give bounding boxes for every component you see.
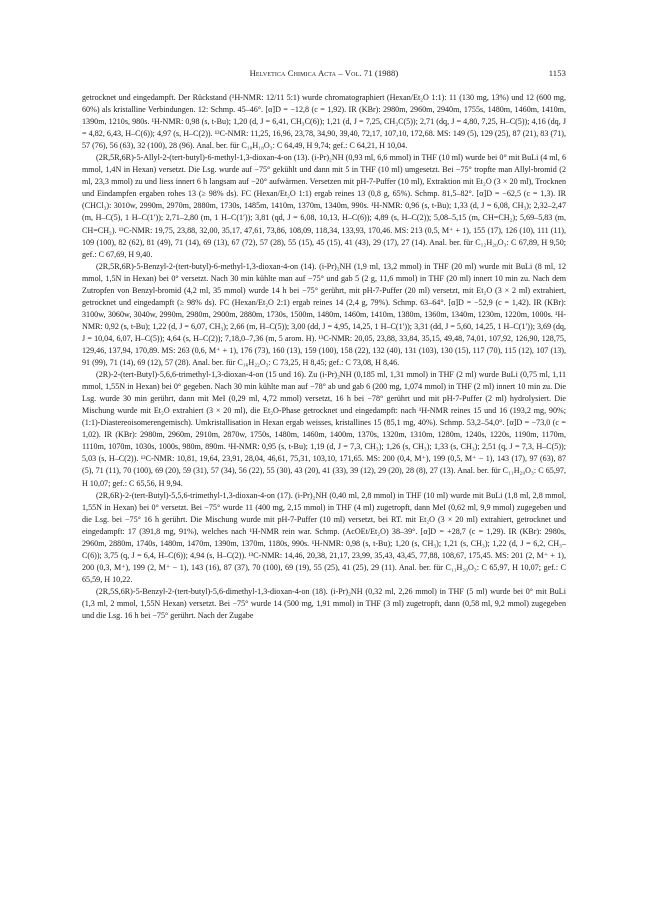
paragraph-continued: getrocknet und eingedampft. Der Rückstand (¹H-NMR: 12/11 5:1) wurde chromatographiert (Hexan/Et₂O 1:1): 11 (130 mg, 13%) und 12 (600 mg, 60%) als kristalline Verbindungen. 12: Schmp. 45–46°. [α]D = −12,8 (c = 1,92). IR (KBr): 2980m, 2960m, 2940m, 1755s, 1480m, 1460m, 1410m, 1390m, 1210s, 980s. ¹H-NMR: 0,98 (s, t-Bu); 1,20 (d, J = 6,41, CH₃C(6)); 1,21 (d, J = 7,25, CH₃C(5)); 2,71 (dq, J = 4,80, 7,25, H–C(5)); 4,16 (dq, J = 4,82, 6,43, H–C(6)); 4,97 (s, H–C(2)). ¹³C-NMR: 11,25, 16,96, 23,78, 34,90, 39,40, 72,17, 107,10, 172,68. MS: 149 (5), 129 (25), 87 (21), 83 (71), 57 (76), 56 (63), 32 (100), 28 (96). Anal. ber. für C₁₀H₁₈O₃: C 64,49, H 9,74; gef.: C 64,21, H 10,04. — [82, 93, 566, 151]
paragraph-compound-13: (2R,5R,6R)-5-Allyl-2-(tert-butyl)-6-methyl-1,3-dioxan-4-on (13). (i-Pr)₂NH (0,93 ml, 6,6 mmol) in THF (10 ml) wurde bei 0° mit BuLi (4 ml, 6 mmol, 1,4N in Hexan) versetzt. Die Lsg. wurde auf −75° gekühlt und dann mit 5 in THF (10 ml) umgesetzt. Bei −75° tropfte man Allyl-bromid (2 ml, 23,3 mmol) zu und liess innert 6 h langsam auf −20° aufwärmen. Versetzen mit pH-7-Puffer (10 ml), Extraktion mit Et₂O (3 × 20 ml), Trocknen und Eindampfen ergaben rohes 13 (≥ 98% ds). FC (Hexan/Et₂O 1:1) ergab reines 13 (0,8 g, 65%). Schmp. 81,5–82°. [α]D = −62,5 (c = 1,3). IR (CHCl₃): 3010w, 2990m, 2970m, 2880m, 1730s, 1485m, 1410m, 1370m, 1340m, 990s. ¹H-NMR: 0,96 (s, t-Bu); 1,33 (d, J = 6,08, CH₃); 2,32–2,47 (m, H–C(5), 1 H–C(1′)); 2,71–2,80 (m, 1 H–C(1′)); 3,81 (qd, J = 6,08, 10,13, H–C(6)); 4,89 (s, H–C(2)); 5,08–5,15 (m, CH=CH₂); 5,69–5,83 (m, CH=CH₂). ¹³C-NMR: 19,75, 23,88, 32,00, 35,17, 47,61, 73,86, 108,09, 118,34, 133,93, 170,46. MS: 213 (0,5, M⁺ + 1), 155 (17), 126 (10), 111 (11), 109 (100), 82 (62), 81 (49), 71 (14), 69 (13), 67 (72), 57 (28), 55 (15), 45 (15), 41 (43), 29 (17), 27 (14). Anal. ber. für C₁₂H₂₀O₃: C 67,89, H 9,50; gef.: C 67,69, H 9,40. — [82, 153, 566, 259]
journal-page — [82, 68, 566, 622]
running-header — [82, 68, 566, 84]
paragraph-compound-14: (2R,5R,6R)-5-Benzyl-2-(tert-butyl)-6-methyl-1,3-dioxan-4-on (14). (i-Pr)₂NH (1,9 ml, 13,2 mmol) in THF (20 ml) wurde mit BuLi (8 ml, 12 mmol, 1,5N in Hexan) bei 0° versetzt. Nach 30 min kühlte man auf −75° und gab 5 (2 g, 11,6 mmol) in THF (20 ml) innert 10 min zu. Nach dem Zutropfen von Benzyl-bromid (4,2 ml, 35 mmol) wurde 14 h bei −75° gerührt, mit pH-7-Puffer (20 ml) versetzt, mit Et₂O (3 × 2 ml) extrahiert, getrocknet und eingedampft (≥ 98% ds). FC (Hexan/Et₂O 2:1) ergab reines 14 (2,4 g, 79%). Schmp. 63–64°. [α]D = −52,9 (c = 1,42). IR (KBr): 3100w, 3060w, 3040w, 2990m, 2980m, 2900m, 2880m, 1730s, 1500m, 1480m, 1460m, 1410m, 1380m, 1360m, 1340m, 1230m, 1220m, 1000s. ¹H-NMR: 0,92 (s, t-Bu); 1,22 (d, J = 6,07, CH₃); 2,66 (m, H–C(5)); 3,00 (dd, J = 4,95, 14,25, 1 H–C(1′)); 3,31 (dd, J = 5,60, 14,25, 1 H–C(1′)); 3,69 (dq, J = 10,04, 6,07, H–C(5)); 4,64 (s, H–C(2)); 7,18,0–7,36 (m, 5 arom. H). ¹³C-NMR: 20,05, 23,88, 33,84, 35,15, 49,48, 74,01, 107,92, 126,90, 128,75, 129,46, 137,94, 170,89. MS: 263 (0,6, M⁺ + 1), 176 (73), 160 (13), 159 (100), 158 (22), 132 (40), 131 (103), 130 (15), 117 (70), 115 (12), 107 (13), 91 (99), 71 (14), 69 (12), 57 (28). Anal. ber. für C₁₆H₂₂O₃: C 73,25, H 8,45; gef.: C 73,08, H 8,46. — [82, 261, 566, 368]
paragraph-compound-18: (2R,5S,6R)-5-Benzyl-2-(tert-butyl)-5,6-dimethyl-1,3-dioxan-4-on (18). (i-Pr)₂NH (0,32 ml, 2,26 mmol) in THF (5 ml) wurde bei 0° mit BuLi (1,3 ml, 2 mmol, 1,55N Hexan) versetzt. Bei −75° wurde 14 (500 mg, 1,91 mmol) in THF (3 ml) zugetropft, dann (0,58 ml, 9,2 mmol) zugegeben und die Lsg. 16 h bei −75° gerührt. Nach der Zugabe — [82, 586, 566, 621]
paragraph-compound-15-16: (2R)-2-(tert-Butyl)-5,6,6-trimethyl-1,3-dioxan-4-on (15 und 16). Zu (i-Pr)₂NH (0,185 ml, 1,31 mmol) in THF (2 ml) wurde BuLi (0,75 ml, 1,11 mmol, 1,55N in Hexan) bei 0° gegeben. Nach 30 min kühlte man auf −78° ab und gab 6 (200 mg, 1,074 mmol) in THF (2 ml) innert 10 min zu. Die Lsg. wurde 30 min gerührt, dann mit MeI (0,29 ml, 4,72 mmol) versetzt, 16 h bei −78° gerührt und mit pH-7-Puffer (2 ml) hydrolysiert. Die Mischung wurde mit Et₂O extrahiert (3 × 20 ml), die Et₂O-Phase getrocknet und eingedampft: nach ¹H-NMR reines 15 und 16 (193,2 mg, 90%; (1:1)-Diastereoisomerengemisch). Umkristallisation in Hexan ergab weisses, kristallines 15 (85,1 mg, 40%). Schmp. 53,2–54,0°. [α]D = −73,0 (c = 1,02). IR (KBr): 2980m, 2960m, 2910m, 2870w, 1750s, 1480m, 1460m, 1400m, 1370s, 1320m, 1310m, 1280m, 1240s, 1220s, 1190m, 1170m, 1110m, 1070m, 1030s, 1000s, 980m, 890m. ¹H-NMR: 0,95 (s, t-Bu); 1,19 (d, J = 7,3, CH₃); 1,26 (s, CH₃); 1,33 (s, CH₃); 2,51 (q, J = 7,3, H–C(5)); 5,03 (s, H–C(2)). ¹³C-NMR: 10,81, 19,64, 23,91, 28,04, 46,61, 75,31, 103,10, 171,65. MS: 200 (0,4, M⁺), 199 (0,5, M⁺ − 1), 143 (17), 97 (63), 87 (5), 71 (11), 70 (100), 69 (20), 59 (31), 57 (34), 56 (22), 55 (30), 43 (20), 41 (33), 39 (12), 29 (20), 28 (8), 27 (13). Anal. ber. für C₁₁H₂₀O₃: C 65,97, H 10,07; gef.: C 65,56, H 9,94. — [82, 370, 566, 488]
page-number: 1153 — [548, 68, 566, 78]
paragraph-compound-17: (2R,6R)-2-(tert-Butyl)-5,5,6-trimethyl-1,3-dioxan-4-on (17). (i-Pr)₂NH (0,40 ml, 2,8 mmol) in THF (10 ml) wurde mit BuLi (1,8 ml, 2,8 mmol, 1,55N in Hexan) bei 0° versetzt. Bei −75° wurde 11 (400 mg, 2,15 mmol) in THF (4 ml) zugetropft, dann MeI (0,62 ml, 9,9 mmol) zugegeben und die Lsg. bei −75° 16 h gerührt. Die Mischung wurde mit pH-7-Puffer (10 ml) versetzt, bei RT. mit Et₂O (3 × 20 ml) extrahiert, getrocknet und eingedampft: 17 (391,8 mg, 91%), welches nach ¹H-NMR rein war. Schmp. (AcOEt/Et₂O) 38–39°. [α]D = +28,7 (c = 1,29). IR (KBr): 2980s, 2960m, 2880m, 1740s, 1480m, 1470m, 1390m, 1370m, 1180s, 990s. ¹H-NMR: 0,98 (s, t-Bu); 1,20 (s, CH₃); 1,21 (s, CH₃); 1,22 (d, J = 6,2, CH₃–C(6)); 3,75 (q, J = 6,4, H–C(6)); 4,94 (s, H–C(2)). ¹³C-NMR: 14,46, 20,38, 21,17, 23,99, 35,43, 43,45, 77,88, 108,67, 175,45. MS: 201 (2, M⁺ + 1), 200 (0,3, M⁺), 199 (2, M⁺ − 1), 143 (16), 87 (37), 70 (100), 69 (19), 55 (25), 41 (25), 29 (11). Anal. ber. für C₁₁H₂₀O₃: C 65,97, H 10,07; gef.: C 65,59, H 10,22. — [82, 490, 566, 584]
article-body — [82, 92, 566, 622]
journal-title: Helvetica Chimica Acta – Vol. 71 (1988) — [249, 68, 399, 78]
